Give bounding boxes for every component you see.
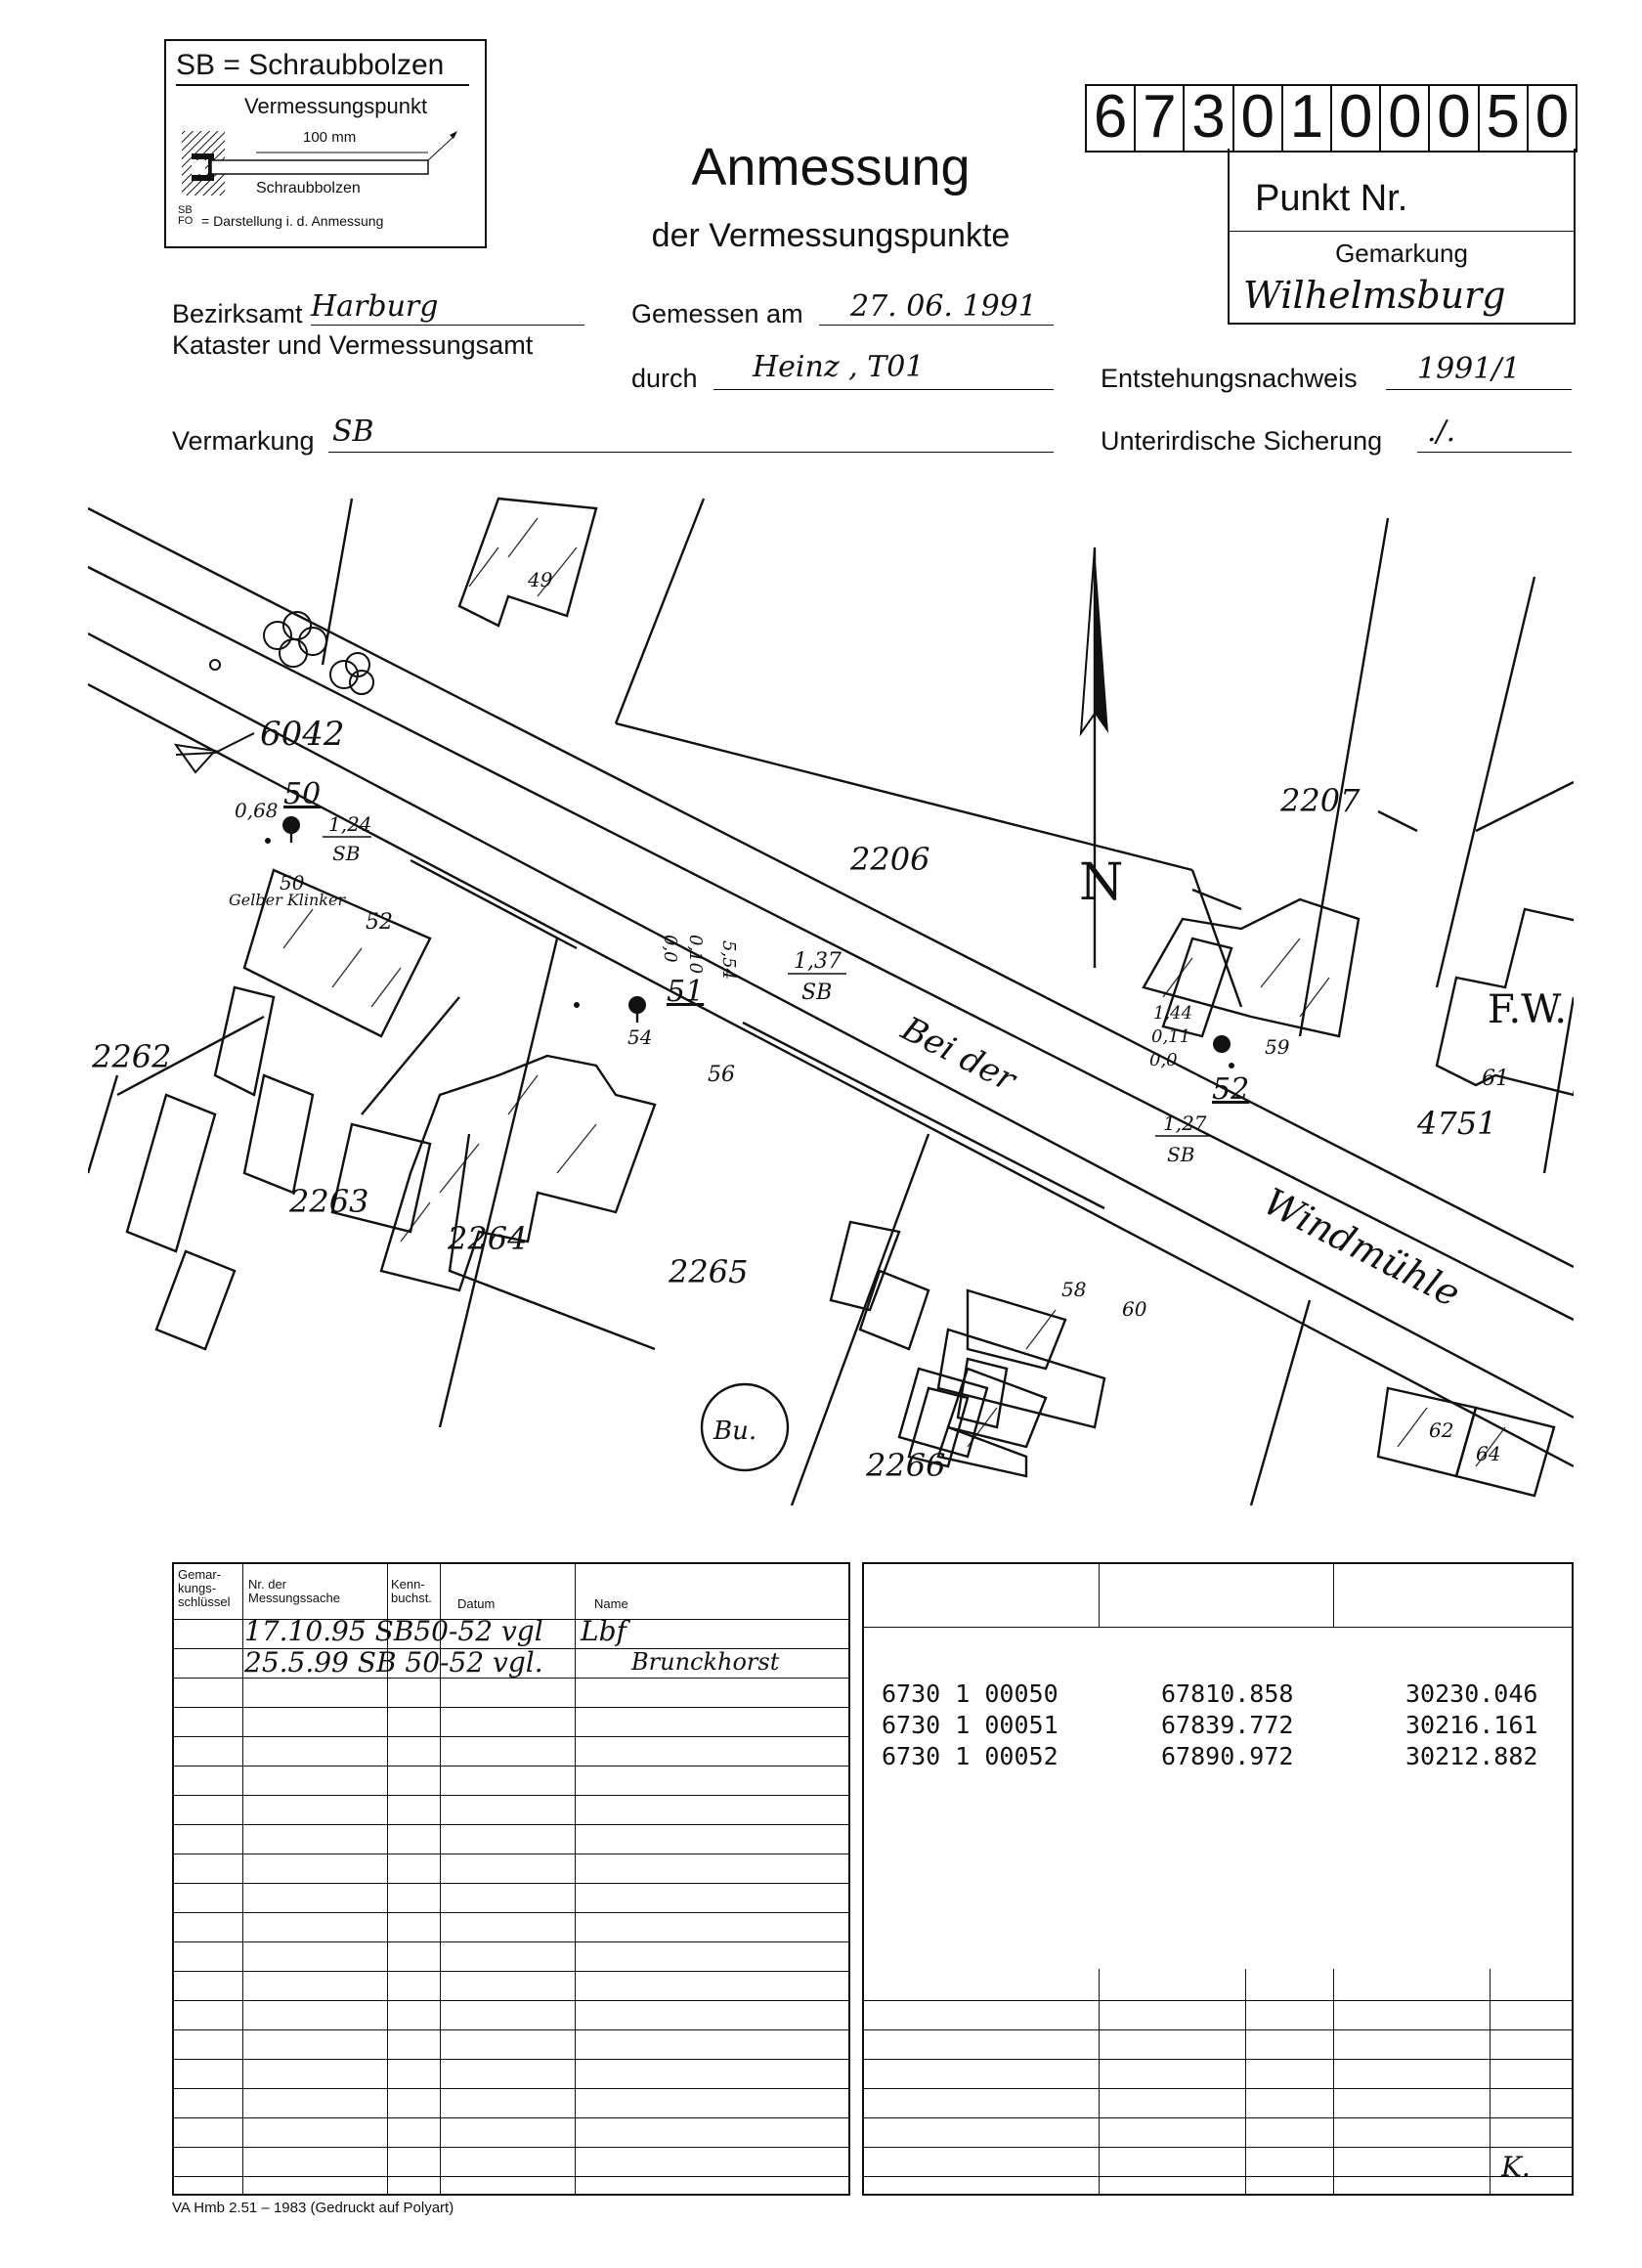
col-divider [1333, 1564, 1334, 1627]
parcel-label: 2207 [1280, 782, 1361, 819]
house-number: 60 [1122, 1297, 1147, 1321]
entstehung-label: Entstehungsnachweis [1101, 364, 1358, 393]
entstehung-line [1386, 389, 1572, 390]
point-50-offset: 0,68 [235, 799, 279, 822]
parcel-label: 2266 [866, 1447, 946, 1484]
row-divider [174, 1795, 848, 1796]
row-divider [864, 2029, 1572, 2030]
durch-label: durch [631, 364, 698, 393]
footer-note: VA Hmb 2.51 – 1983 (Gedruckt auf Polyart) [172, 2200, 454, 2216]
coord-y: 30212.882 [1405, 1742, 1538, 1770]
point-digit: 5 [1480, 86, 1529, 151]
bezirksamt-line [311, 325, 584, 326]
parcel-label: 2262 [92, 1038, 172, 1075]
initial-mark: K. [1501, 2151, 1531, 2183]
header-name: Name [594, 1596, 628, 1611]
gelber-klinker-label: Gelber Klinker [229, 891, 346, 909]
row-divider [864, 2000, 1572, 2001]
page-title: Anmessung [691, 138, 971, 196]
point-50-measure: 1,24 [328, 812, 372, 836]
legend-box [164, 39, 487, 248]
outbuilding [156, 1251, 235, 1349]
coord-id: 6730 1 00050 [882, 1679, 1059, 1708]
building-64 [1456, 1408, 1554, 1496]
row-divider [174, 2117, 848, 2118]
vermarkung-label: Vermarkung [172, 426, 315, 456]
header-datum: Datum [457, 1596, 496, 1611]
measure-label: 0,0 [1149, 1050, 1178, 1070]
row-divider [174, 1883, 848, 1884]
row-divider [174, 1971, 848, 1972]
row-divider [864, 2117, 1572, 2118]
col-divider [1333, 1969, 1334, 2194]
house-number: 58 [1061, 1278, 1087, 1301]
gemarkung-value: Wilhelmsburg [1243, 274, 1506, 317]
row-divider [174, 2000, 848, 2001]
col-divider [1490, 1969, 1491, 2194]
building-49 [459, 499, 596, 626]
north-label: N [1079, 853, 1124, 912]
parcel-label: 6042 [260, 715, 345, 754]
legend-length-label: 100 mm [303, 129, 357, 146]
point-50-number: 50 [283, 777, 322, 811]
point-digit: 0 [1381, 86, 1430, 151]
fw-label: F.W. [1488, 987, 1568, 1032]
measure-label: 5,54 [718, 940, 739, 981]
measure-label: 0,11 [1151, 1026, 1191, 1047]
house-number: 49 [528, 568, 553, 591]
row-divider [864, 2088, 1572, 2089]
sicherung-value: ./. [1427, 414, 1456, 449]
parcel-label: 2265 [669, 1253, 749, 1290]
coord-id: 6730 1 00052 [882, 1742, 1059, 1770]
parcel-boundary [1378, 811, 1417, 831]
durch-line [713, 389, 1054, 390]
point-digit: 0 [1534, 83, 1570, 151]
legend-point-label: Vermessungspunkt [244, 94, 428, 118]
street-name-2: Windmühle [1256, 1179, 1467, 1316]
punkt-nr-separator [1230, 231, 1574, 232]
col-divider [1245, 1969, 1246, 2194]
entstehung-value: 1991/1 [1417, 352, 1521, 386]
vermarkung-value: SB [332, 414, 374, 449]
survey-point-52 [1213, 1035, 1231, 1053]
coord-y: 30216.161 [1405, 1711, 1538, 1739]
sicherung-label: Unterirdische Sicherung [1101, 426, 1383, 456]
parcel-label: 2264 [448, 1220, 528, 1257]
parcel-boundary [1300, 518, 1388, 1036]
row-divider [864, 2147, 1572, 2148]
header-kennbuchst: Kenn-buchst. [391, 1577, 432, 1605]
house-number: 62 [1429, 1418, 1454, 1442]
coord-x: 67810.858 [1161, 1679, 1294, 1708]
bezirksamt-value: Harburg [311, 289, 439, 324]
parcel-boundary [88, 1075, 117, 1173]
house-number: 56 [708, 1063, 735, 1087]
parcel-boundary [1251, 1300, 1310, 1505]
col-divider [1099, 1969, 1100, 2194]
outbuilding [958, 1359, 1007, 1427]
parcel-label: 2263 [289, 1183, 369, 1220]
table-row-name: Lbf [581, 1615, 627, 1647]
bezirksamt-label: Bezirksamt [172, 299, 303, 328]
house-number: 61 [1482, 1067, 1509, 1091]
house-number: 50 [280, 871, 305, 894]
point-digit: 0 [1332, 86, 1381, 151]
table-row-entry: 25.5.99 SB 50-52 vgl. [244, 1646, 543, 1679]
outbuilding [215, 987, 274, 1095]
point-digit: 0 [1234, 86, 1283, 151]
row-divider [174, 2029, 848, 2030]
point-52-measure: 1,27 [1163, 1112, 1207, 1135]
legend-sb-fo [178, 205, 193, 227]
sicherung-line [1417, 452, 1572, 453]
parcel-boundary [1476, 782, 1574, 831]
point-52-mark: SB [1167, 1143, 1195, 1166]
coord-id: 6730 1 00051 [882, 1711, 1059, 1739]
point-52-number: 52 [1212, 1072, 1250, 1107]
row-divider [864, 1627, 1572, 1628]
row-divider [174, 1736, 848, 1737]
gemessen-value: 27. 06. 1991 [850, 289, 1037, 324]
row-divider [174, 1824, 848, 1825]
house-number: 64 [1476, 1442, 1501, 1465]
row-divider [174, 2147, 848, 2148]
point-number-box [1085, 84, 1577, 153]
point-51-number: 51 [667, 975, 705, 1009]
survey-map [88, 489, 1574, 1505]
legend-display-label: = Darstellung i. d. Anmessung [201, 213, 384, 229]
measure-label: 0,0 [660, 935, 680, 963]
punkt-nr-box [1228, 149, 1576, 325]
gemarkung-label: Gemarkung [1335, 239, 1468, 268]
street-name-1: Bei der [894, 1009, 1022, 1100]
row-divider [174, 2176, 848, 2177]
col-divider [575, 1564, 576, 2194]
durch-value: Heinz , T01 [753, 350, 925, 384]
measure-label: 0,10 [685, 935, 706, 975]
parcel-boundary [616, 499, 704, 723]
coord-y: 30230.046 [1405, 1679, 1538, 1708]
row-divider [174, 1912, 848, 1913]
point-digit: 3 [1185, 86, 1233, 151]
header-gemarkung: Gemar-kungs-schlüssel [178, 1567, 231, 1609]
row-divider [864, 2176, 1572, 2177]
parcel-label: 4751 [1417, 1105, 1497, 1142]
parcel-boundary [362, 997, 459, 1114]
col-divider [1099, 1564, 1100, 1627]
building-58-60 [968, 1290, 1065, 1369]
parcel-label: 2206 [850, 841, 930, 878]
house-number: 59 [1265, 1035, 1290, 1059]
legend-title: SB = Schraubbolzen [176, 49, 445, 81]
point-50-mark: SB [332, 842, 361, 865]
point-51-measure: 1,37 [794, 949, 842, 974]
page-subtitle: der Vermessungspunkte [651, 217, 1011, 254]
point-digit: 1 [1283, 86, 1332, 151]
table-row-entry: 17.10.95 SB50-52 vgl [244, 1615, 543, 1647]
table-row-name: Brunckhorst [631, 1648, 780, 1676]
point-51-mark: SB [801, 981, 833, 1005]
row-divider [864, 2059, 1572, 2060]
kataster-label: Kataster und Vermessungsamt [172, 330, 534, 360]
row-divider [174, 1707, 848, 1708]
bush-icons [210, 612, 373, 694]
outbuilding [127, 1095, 215, 1251]
legend-sb-text: SB [178, 204, 193, 216]
point-digit: 7 [1136, 86, 1185, 151]
row-divider [174, 1941, 848, 1942]
triangle-icon [176, 745, 215, 772]
coordinate-table [862, 1562, 1574, 2196]
legend-bolt-label: Schraubbolzen [256, 180, 361, 196]
header-nr: Nr. der Messungssache [248, 1577, 340, 1605]
vermarkung-line [328, 452, 1054, 453]
outbuilding [831, 1222, 899, 1310]
parcel-boundary [1192, 890, 1241, 909]
house-number: 54 [627, 1025, 653, 1049]
gemessen-line [819, 325, 1054, 326]
parcel-boundary [1192, 870, 1241, 1007]
row-divider [174, 2059, 848, 2060]
bu-label: Bu. [713, 1417, 757, 1446]
house-number: 52 [366, 910, 393, 935]
coord-x: 67839.772 [1161, 1711, 1294, 1739]
gemessen-label: Gemessen am [631, 299, 803, 328]
coord-x: 67890.972 [1161, 1742, 1294, 1770]
point-digit: 0 [1430, 86, 1479, 151]
row-divider [174, 2088, 848, 2089]
parcel-boundary [440, 938, 557, 1427]
measurement-table [172, 1562, 850, 2196]
col-divider [242, 1564, 243, 2194]
point-digit: 6 [1087, 86, 1136, 151]
punkt-nr-label: Punkt Nr. [1255, 178, 1408, 219]
sidewalk-line [410, 860, 577, 948]
measure-label: 1,44 [1153, 1003, 1193, 1024]
legend-fo-text: FO [178, 215, 194, 227]
